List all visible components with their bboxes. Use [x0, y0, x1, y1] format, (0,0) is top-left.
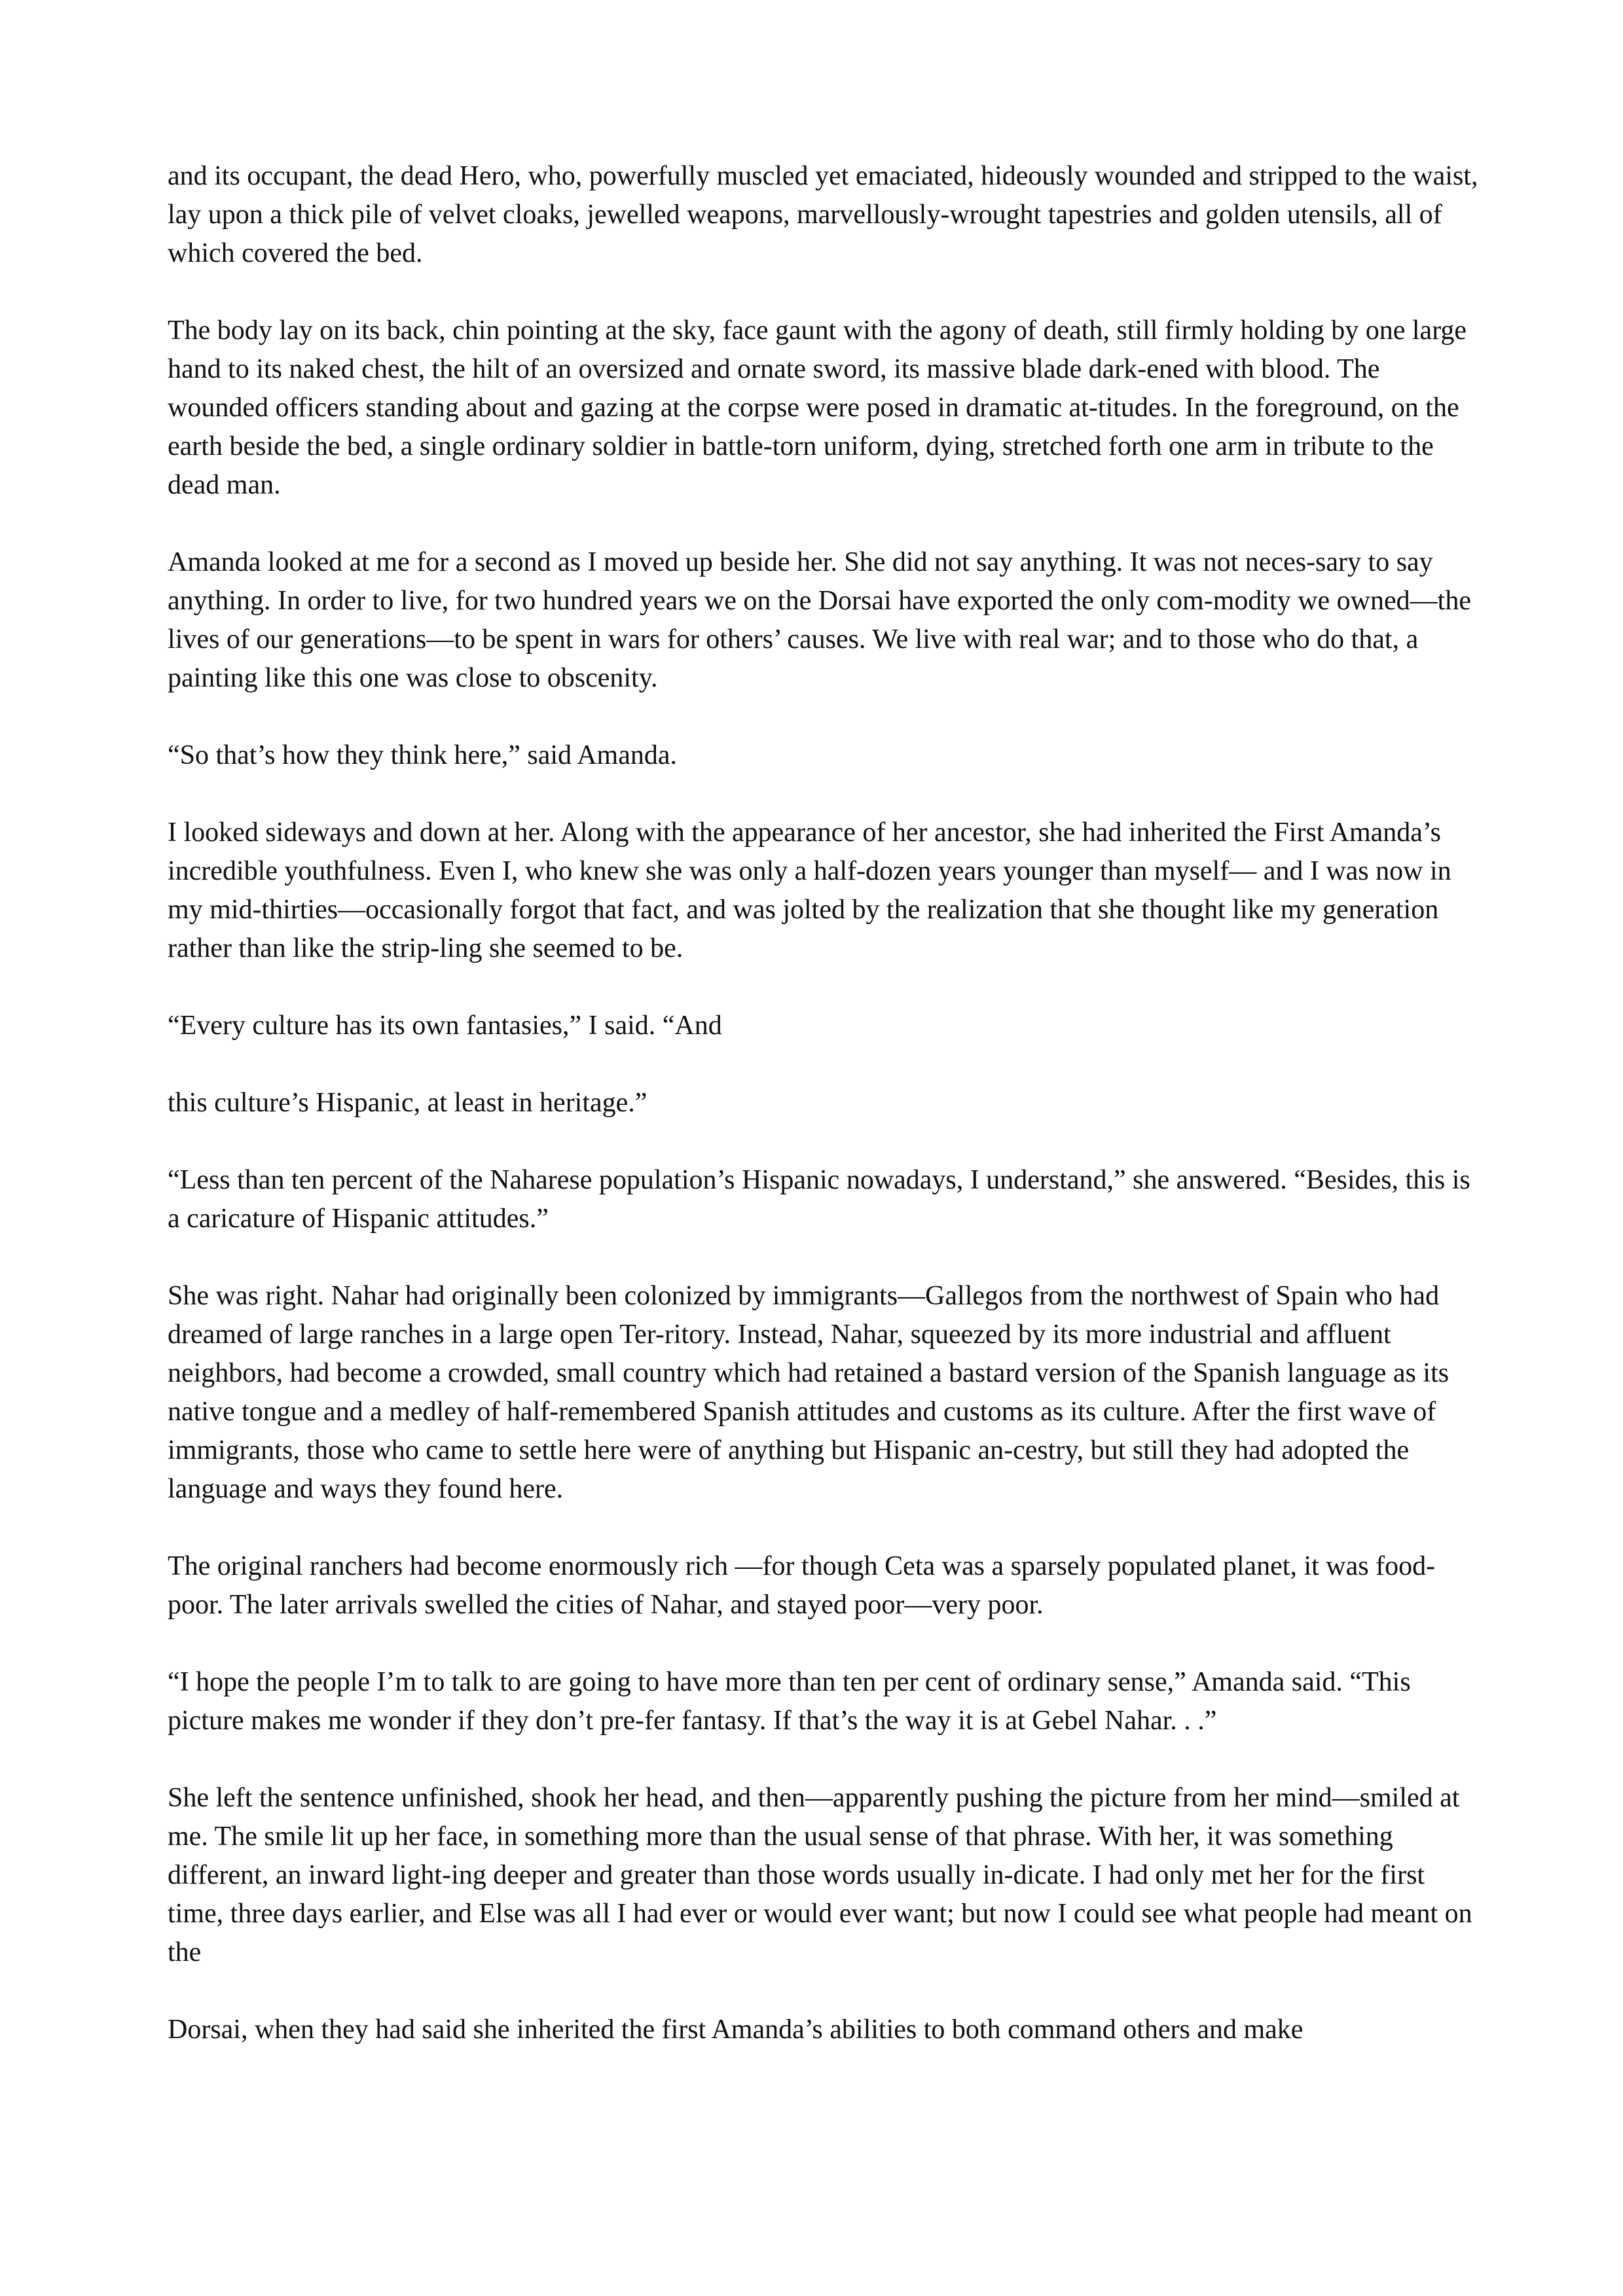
paragraph-6: “Every culture has its own fantasies,” I said. “And: [168, 1011, 722, 1041]
paragraph-12: She left the sentence unfinished, shook her head, and then—apparently pushing the picture from her mind—smiled at me. The smile lit up her face, in something more than the usual sense of that phrase. With her, it was something different, an inward light-ing deeper and greater than those words usually in-dicate. I had only met her for the first time, three days earlier, and Else was all I had ever or would ever want; but now I could see what people had meant on the: [168, 1783, 1472, 1967]
paragraph-9: She was right. Nahar had originally been colonized by immigrants—Gallegos from the northwest of Spain who had dreamed of large ranches in a large open Ter-ritory. Instead, Nahar, squeezed by its more industrial and affluent neighbors, had become a crowded, small country which had retained a bastard version of the Spanish language as its native tongue and a medley of half-remembered Spanish attitudes and customs as its culture. After the first wave of immigrants, those who came to settle here were of anything but Hispanic an-cestry, but still they had adopted the language and ways they found here.: [168, 1281, 1450, 1504]
paragraph-8: “Less than ten percent of the Naharese population’s Hispanic nowadays, I understand,” she answered. “Besides, this is a caricature of Hispanic attitudes.”: [168, 1165, 1470, 1234]
paragraph-4: “So that’s how they think here,” said Amanda.: [168, 740, 678, 770]
paragraph-11: “I hope the people I’m to talk to are going to have more than ten per cent of ordinary sense,” Amanda said. “This picture makes me wonder if they don’t pre-fer fantasy. If that’s the way it is at Gebel Nahar. . .”: [168, 1667, 1411, 1736]
paragraph-13: Dorsai, when they had said she inherited the first Amanda’s abilities to both command others and make: [168, 2015, 1304, 2045]
paragraph-5: I looked sideways and down at her. Along with the appearance of her ancestor, she had inherited the First Amanda’s incredible youthfulness. Even I, who knew she was only a half-dozen years younger than myself— and I was now in my mid-thirties—occasionally forgot that fact, and was jolted by the realization that she thought like my generation rather than like the strip-ling she seemed to be.: [168, 817, 1451, 963]
paragraph-2: The body lay on its back, chin pointing at the sky, face gaunt with the agony of death, still firmly holding by one large hand to its naked chest, the hilt of an oversized and ornate sword, its massive blade dark-ened with blood. The wounded officers standing about and gazing at the corpse were posed in dramatic at-titudes. In the foreground, on the earth beside the bed, a single ordinary soldier in battle-torn uniform, dying, stretched forth one arm in tribute to the dead man.: [168, 315, 1467, 500]
document-page: [168, 157, 1484, 2088]
paragraph-7: this culture’s Hispanic, at least in heritage.”: [168, 1088, 647, 1118]
paragraph-10: The original ranchers had become enormously rich —for though Ceta was a sparsely populated planet, it was food-poor. The later arrivals swelled the cities of Nahar, and stayed poor—very poor.: [168, 1551, 1436, 1620]
paragraph-1: and its occupant, the dead Hero, who, powerfully muscled yet emaciated, hideously wounded and stripped to the waist, lay upon a thick pile of velvet cloaks, jewelled weapons, marvellously-wrought tapestries and golden utensils, all of which covered the bed.: [168, 161, 1478, 268]
paragraph-3: Amanda looked at me for a second as I moved up beside her. She did not say anything. It was not neces-sary to say anything. In order to live, for two hundred years we on the Dorsai have exported the only com-modity we owned—the lives of our generations—to be spent in wars for others’ causes. We live with real war; and to those who do that, a painting like this one was close to obscenity.: [168, 547, 1471, 693]
